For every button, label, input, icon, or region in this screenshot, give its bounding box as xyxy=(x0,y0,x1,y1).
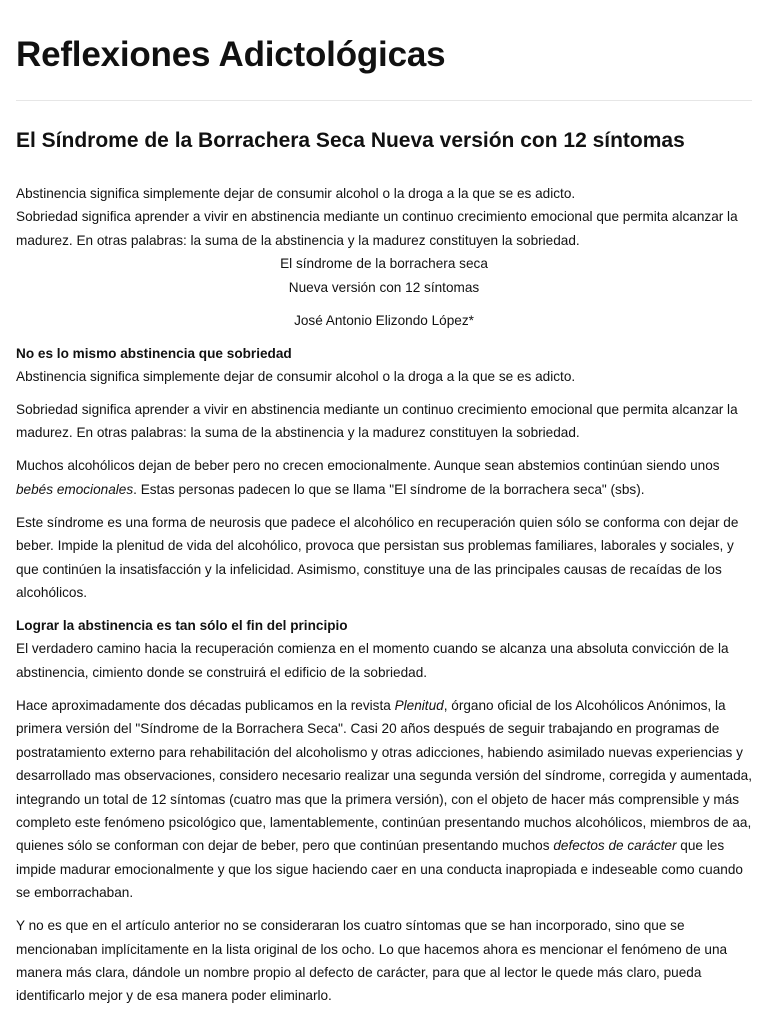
paragraph-5: El verdadero camino hacia la recuperación comienza en el momento cuando se alcanza una absoluta convicción de la abstinencia, cimiento donde se construirá el edificio de la sobriedad. xyxy=(16,641,729,680)
center-title: El síndrome de la borrachera seca xyxy=(280,256,488,272)
paragraph-1: Abstinencia significa simplemente dejar de consumir alcohol o la droga a la que se es adicto. xyxy=(16,369,576,385)
paragraph-6-emphasis-2: defectos de carácter xyxy=(553,838,677,854)
section-heading-1: No es lo mismo abstinencia que sobriedad xyxy=(16,345,292,361)
paragraph-3-text-b: . Estas personas padecen lo que se llama "El síndrome de la borrachera seca" (sbs). xyxy=(133,481,645,497)
author-line: José Antonio Elizondo López* xyxy=(294,312,474,328)
paragraph-3-emphasis: bebés emocionales xyxy=(16,481,134,497)
paragraph-6-text-c: que les impide madurar emocionalmente y que los sigue haciendo caer en una conducta inapropiada e indeseable como cuando se emborrachaban. xyxy=(16,838,743,901)
center-subtitle: Nueva versión con 12 síntomas xyxy=(288,279,480,295)
paragraph-6-text-a: Hace aproximadamente dos décadas publicamos en la revista xyxy=(16,697,395,713)
site-title[interactable]: Reflexiones Adictológicas xyxy=(16,35,446,74)
post-body xyxy=(16,182,752,1008)
intro-line-2: Sobriedad significa aprender a vivir en abstinencia mediante un continuo crecimiento emocional que permita alcanzar la madurez. En otras palabras: la suma de la abstinencia y la madurez constituyen la sobriedad. xyxy=(16,209,738,248)
paragraph-6-text-b: , órgano oficial de los Alcohólicos Anónimos, la primera versión del "Síndrome de la Borrachera Seca". Casi 20 años después de seguir trabajando en programas de postratamiento externo para rehabilitación del alcoholismo y otras adicciones, habiendo asimilado nuevas experiencias y desarrollado mas observaciones, considero necesario realizar una segunda versión del síndrome, corregida y aumentada, integrando un total de 12 síntomas (cuatro mas que la primera versión), con el objeto de hacer más comprensible y más completo este fenómeno psicológico que, lamentablemente, continúan presentando muchos alcohólicos, miembros de aa, quienes sólo se conforman con dejar de beber, pero que continúan presentando muchos xyxy=(16,697,752,854)
post-title[interactable]: El Síndrome de la Borrachera Seca Nueva versión con 12 síntomas xyxy=(16,129,685,152)
paragraph-6-emphasis-1: Plenitud xyxy=(394,697,444,713)
header-divider xyxy=(16,100,752,101)
paragraph-3 xyxy=(16,454,752,501)
paragraph-4: Este síndrome es una forma de neurosis que padece el alcohólico en recuperación quien sólo se conforma con dejar de beber. Impide la plenitud de vida del alcohólico, provoca que persistan sus problemas familiares, laborales y sociales, y que continúen la insatisfacción y la infelicidad. Asimismo, constituye una de las principales causas de recaídas de los alcohólicos. xyxy=(16,514,739,601)
intro-line-1: Abstinencia significa simplemente dejar de consumir alcohol o la droga a la que se es adicto. xyxy=(16,186,576,201)
paragraph-6 xyxy=(16,694,752,905)
paragraph-7: Y no es que en el artículo anterior no se consideraran los cuatro síntomas que se han incorporado, sino que se mencionaban implícitamente en la lista original de los ocho. Lo que hacemos ahora es mencionar el fenómeno de una manera más clara, dándole un nombre propio al defecto de carácter, para que al lector le quede más claro, pueda identificarlo mejor y de esa manera poder eliminarlo. xyxy=(16,918,728,1004)
paragraph-2: Sobriedad significa aprender a vivir en abstinencia mediante un continuo crecimiento emocional que permita alcanzar la madurez. En otras palabras: la suma de la abstinencia y la madurez constituyen la sobriedad. xyxy=(16,402,738,441)
paragraph-3-text-a: Muchos alcohólicos dejan de beber pero no crecen emocionalmente. Aunque sean abstemios continúan siendo unos xyxy=(16,458,720,474)
section-heading-2: Lograr la abstinencia es tan sólo el fin del principio xyxy=(16,618,348,634)
